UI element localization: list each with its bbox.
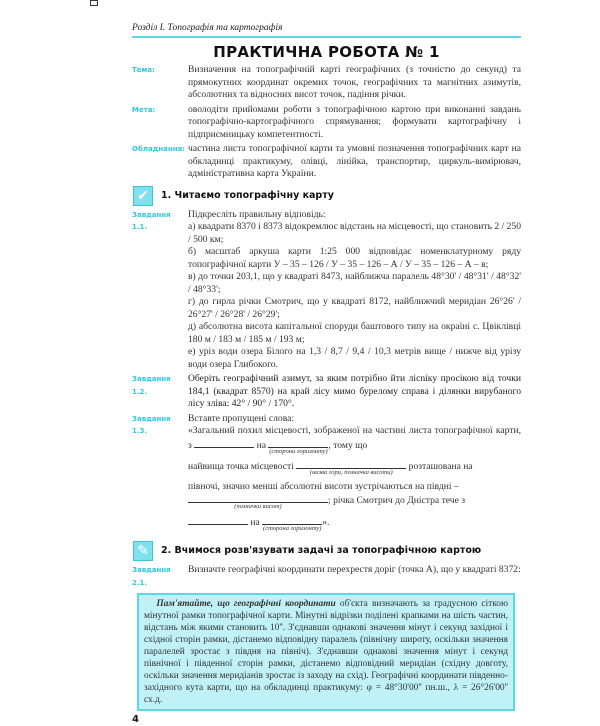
- task-line: д) абсолютна висота капітальної споруди баштового типу на окраїні с. Цвіклівці 180 м / 183 м / 185 м / 193 м;: [188, 321, 521, 345]
- page-title: ПРАКТИЧНА РОБОТА № 1: [213, 43, 440, 61]
- blank-caption: (сторона горизонту): [263, 524, 322, 532]
- section-title: 1. Читаємо топографічну карту: [161, 189, 334, 201]
- reminder-box: [137, 593, 515, 711]
- intro-text: оволодіти прийомами роботи з топографічною картою при виконанні завдань топографічно-картографічного спрямування; формувати картографічну і підприємницьку компетентності.: [188, 103, 521, 140]
- task-line: Підкресліть правильну відповідь:: [188, 208, 326, 220]
- intro-label: Мета:: [132, 105, 156, 114]
- text-fragment: на: [256, 439, 267, 451]
- text-fragment: «Загальний похил місцевості, зображеної на частині листа топографічної карти, з: [188, 425, 521, 451]
- page-number: 4: [132, 714, 139, 725]
- running-header: Розділ I. Топографія та картографія: [132, 22, 521, 38]
- task-line: е) уріз води озера Білого на 1,3 / 8,7 / 9,4 / 10,3 метрів вище / нижче від урізу води озера Глибокого.: [188, 346, 521, 370]
- text-fragment: ».: [322, 516, 330, 528]
- task-line: Вставте пропущені слова:: [188, 412, 295, 424]
- task-line: в) до точки 203,1, що у квадраті 8473, найближча паралель 48°30' / 48°31' / 48°32' / 48°33';: [188, 271, 521, 295]
- text-fragment: на: [250, 516, 260, 528]
- fill-in-text: [188, 425, 521, 459]
- page-corner-icon: [90, 0, 98, 6]
- fill-in-text: півночі, значно менші абсолютні висоти зустрічаються на півдні –: [188, 480, 459, 492]
- intro-text: частина листа топографічної карти та умовні позначення топографічних карт на обкладинці практикуму, олівці, лінійка, транспортир, циркуль-вимірювач, адміністративна карта України.: [188, 143, 521, 179]
- blank-field[interactable]: [188, 493, 328, 510]
- task-1-3: [132, 413, 521, 537]
- task-2-1: [132, 564, 521, 589]
- pencil-icon: ✎: [133, 541, 153, 561]
- blank-caption: (назва гори, позначка висоти): [309, 469, 393, 476]
- fill-in-text: [188, 515, 521, 537]
- task-text: [188, 209, 521, 372]
- fill-in-text: [188, 493, 521, 515]
- reminder-lead: Пам'ятайте, що географічні координати: [156, 599, 336, 609]
- section-1-heading: [133, 186, 521, 206]
- text-fragment: ; річка Смотрич до Дністра тече з: [328, 495, 466, 506]
- section-2-heading: [133, 541, 521, 561]
- blank-field[interactable]: [194, 438, 254, 448]
- text-fragment: , тому що: [328, 439, 368, 451]
- intro-equipment: [132, 143, 521, 181]
- task-1-1: [132, 209, 521, 372]
- task-line: б) масштаб аркуша карти 1:25 000 відповідає номенклатурному ряду топографічної карти У – 35 – 126 / У – 35 – 126 – А / У – 35 – 126 – А – в;: [188, 246, 521, 270]
- blank-caption: (сторона горизонту): [269, 447, 328, 455]
- task-text: [188, 413, 521, 537]
- page-content: [132, 22, 521, 726]
- text-fragment: розташована на: [408, 461, 473, 472]
- task-text: Оберіть географічний азимут, за яким потрібно йти лісníку просікою від точки 184,1 (квадрат 8570) на край лісу мимо бурелому справа і ділянки вирубаного лісу зліва: 42° / 90° / 170°.: [188, 373, 521, 409]
- blank-caption: (позначки висот): [234, 503, 282, 510]
- task-1-2: [132, 373, 521, 411]
- text-fragment: найвища точка місцевості: [188, 461, 294, 472]
- section-title: 2. Вчимося розв'язувати задачі за топографічною картою: [161, 545, 482, 556]
- blank-field[interactable]: [268, 438, 328, 455]
- intro-text: Визначення на топографічній карті географічних (з точністю до секунд) та прямокутних координат окремих точок, географічних та магнітних азимутів, абсолютних та відносних висот точок, падіння річки.: [188, 64, 521, 100]
- task-label: Завдання 1.2.: [132, 375, 171, 396]
- task-line: г) до гирла річки Смотрич, що у квадраті 8172, найближчий меридіан 26°26' / 26°27' / 26°28' / 26°29';: [188, 296, 521, 320]
- task-line: а) квадрати 8370 і 8373 відокремлює відстань на місцевості, що становить 2 / 250 / 500 км;: [188, 221, 521, 245]
- intro-topic: [132, 64, 521, 102]
- checkmark-icon: ✔: [133, 186, 153, 206]
- task-label: Завдання 1.1.: [132, 210, 171, 231]
- blank-field[interactable]: [262, 515, 322, 532]
- intro-goal: [132, 104, 521, 142]
- blank-field[interactable]: [188, 515, 248, 525]
- intro-label: Обладнання:: [132, 145, 185, 153]
- task-label: Завдання 1.3.: [132, 414, 171, 435]
- fill-in-text: [188, 459, 521, 481]
- blank-field[interactable]: [296, 459, 406, 476]
- intro-label: Тема:: [132, 66, 155, 74]
- reminder-text: об'єкта визначають за градусною сіткою мінутної рамки топографічної карти. Мінутні відрізки поділені крапками на шість частин, відстань між якими становить 10''. З'єднавши однакові значення мінут і секунд західної і східної сторін рамки, дістанемо відповідну паралель (північну широту, оскільки значення паралелей зростає з півдня на північ). З'єднавши однакові значення мінут і секунд північної і південної сторін рамки, дістанемо відповідний меридіан (східну довготу, оскільки значення меридіанів зростає із заходу на схід). Географічні координати південно-західного кута карти, що на обкладинці практикуму: φ = 48°30'00'' пн.ш., λ = 26°26'00'' сх.д.: [144, 599, 508, 705]
- task-label: Завдання 2.1.: [132, 566, 171, 587]
- task-text: Визначте географічні координати перехрестя доріг (точка А), що у квадраті 8372:: [188, 564, 521, 575]
